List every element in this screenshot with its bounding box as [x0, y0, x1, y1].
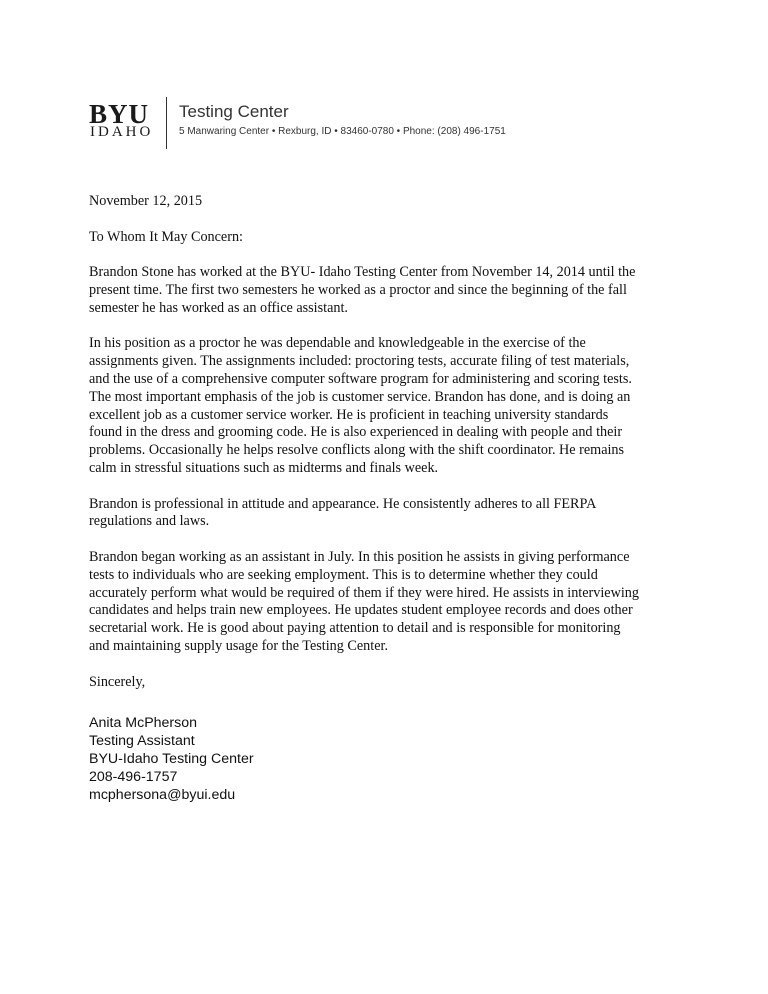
paragraph-line: secretarial work. He is good about paying attention to detail and is responsible for monitoring	[89, 620, 621, 637]
letterhead-divider	[166, 97, 167, 149]
paragraph-line: The most important emphasis of the job is customer service. Brandon has done, and is doing an	[89, 388, 631, 405]
paragraph-line: calm in stressful situations such as midterms and finals week.	[89, 459, 439, 476]
idaho-logo-wordmark: IDAHO	[90, 124, 154, 140]
byu-logo-wordmark: BYU	[89, 99, 150, 129]
paragraph-line: Brandon Stone has worked at the BYU- Idaho Testing Center from November 14, 2014 until the	[89, 264, 636, 281]
paragraph-line: Brandon began working as an assistant in July. In this position he assists in giving performance	[89, 548, 630, 565]
paragraph-4	[89, 549, 679, 656]
letter-date: November 12, 2015	[89, 193, 203, 209]
letter-closing: Sincerely,	[89, 673, 146, 690]
paragraph-line: assignments given. The assignments included: proctoring tests, accurate filing of test materials,	[89, 353, 630, 370]
paragraph-line: and maintaining supply usage for the Testing Center.	[89, 637, 388, 654]
signer-name: Anita McPherson	[89, 715, 198, 731]
letterhead-title: Testing Center	[179, 102, 289, 121]
letterhead-address: 5 Manwaring Center • Rexburg, ID • 83460-0780 • Phone: (208) 496-1751	[179, 126, 506, 137]
paragraph-1	[89, 264, 679, 317]
paragraph-line: regulations and laws.	[89, 513, 210, 530]
paragraph-line: found in the dress and grooming code. He is also experienced in dealing with people and their	[89, 424, 623, 441]
paragraph-line: semester he has worked as an office assistant.	[89, 299, 348, 316]
paragraph-line: In his position as a proctor he was dependable and knowledgeable in the exercise of the	[89, 335, 586, 352]
paragraph-line: Brandon is professional in attitude and appearance. He consistently adheres to all FERPA	[89, 495, 597, 512]
paragraph-line: problems. Occasionally he helps resolve conflicts along with the shift coordinator. He remains	[89, 442, 625, 459]
signer-title: Testing Assistant	[89, 733, 195, 749]
paragraph-2	[89, 335, 679, 477]
letterhead	[89, 97, 609, 153]
paragraph-line: candidates and helps train new employees. He updates student employee records and does other	[89, 602, 633, 619]
paragraph-line: excellent job as a customer service worker. He is proficient in teaching university standards	[89, 406, 609, 423]
letter-salutation: To Whom It May Concern:	[89, 228, 243, 245]
paragraph-line: tests to individuals who are seeking employment. This is to determine whether they could	[89, 566, 598, 583]
paragraph-3	[89, 496, 679, 532]
signer-phone: 208-496-1757	[89, 769, 178, 785]
signature-block	[89, 714, 254, 804]
paragraph-line: and the use of a comprehensive computer software program for administering and scoring tests.	[89, 370, 632, 387]
paragraph-line: accurately perform what would be required of them if they were hired. He assists in interviewing	[89, 584, 639, 601]
letter-body	[89, 193, 679, 691]
paragraph-line: present time. The first two semesters he worked as a proctor and since the beginning of the fall	[89, 281, 627, 298]
signer-email: mcphersona@byui.edu	[89, 787, 236, 803]
signer-organization: BYU-Idaho Testing Center	[89, 751, 254, 767]
